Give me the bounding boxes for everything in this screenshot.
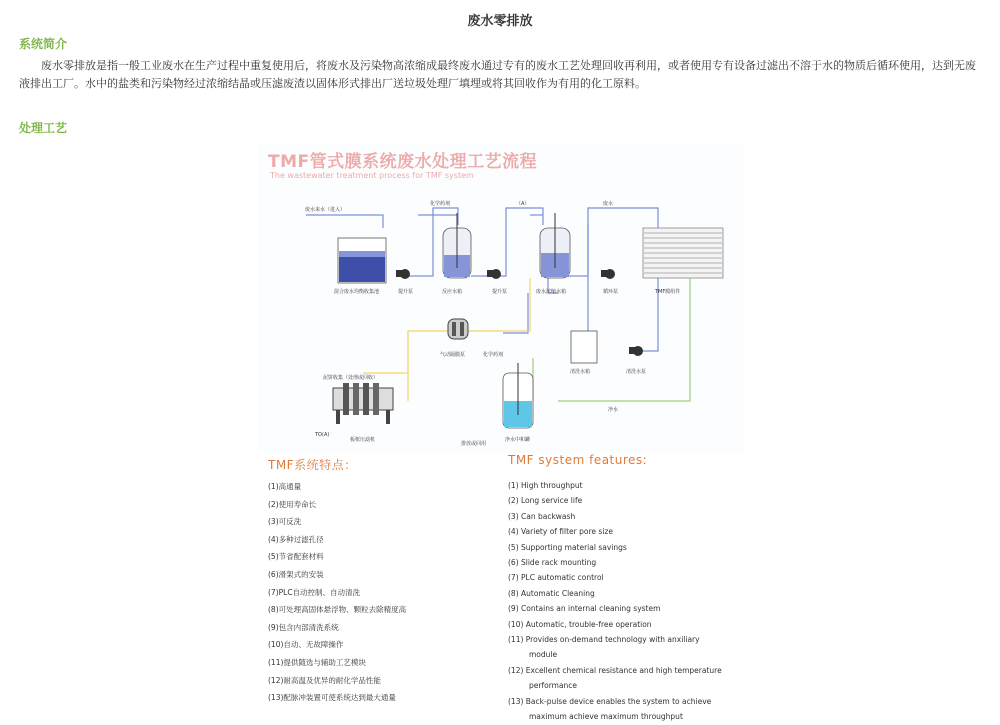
label-air-pump: 气动隔膜泵 — [440, 352, 466, 358]
label-neutral: 净水中和罐 — [505, 437, 531, 443]
list-item: (5) Supporting material savings — [508, 542, 627, 552]
list-item: (7)PLC自动控制、自动清洗 — [268, 587, 361, 597]
list-item: (1) High throughput — [508, 481, 583, 490]
label-tank2: 反应水箱 — [442, 289, 463, 295]
label-water-top: 废水 — [603, 201, 614, 207]
label-a-mark: （A） — [516, 201, 530, 207]
label-reuse: 排放或回用 — [461, 441, 487, 447]
list-item: (2) Long service life — [508, 496, 583, 506]
label-clean-pump: 清洗水泵 — [626, 369, 647, 375]
list-item: (9) Contains an internal cleaning system — [508, 604, 661, 614]
list-item: (12)耐高温及优异的耐化学品性能 — [268, 675, 381, 685]
list-item: (3) Can backwash — [508, 511, 576, 521]
page-title: 废水零排放 — [467, 14, 533, 29]
list-item: (9)包含内部清洗系统 — [268, 622, 339, 632]
list-item-continued — [508, 647, 740, 662]
list-item: (10) Automatic, trouble-free operation — [508, 619, 652, 629]
list-item: (7) PLC automatic control — [508, 573, 604, 583]
label-pump2: 提升泵 — [492, 289, 508, 295]
intro-heading: 系统简介 — [19, 37, 68, 51]
continuation-text: performance — [529, 681, 578, 691]
list-item: (6) Slide rack mounting — [508, 558, 597, 568]
tmf-module — [643, 228, 723, 278]
process-heading: 处理工艺 — [19, 121, 68, 135]
list-item: (1)高通量 — [268, 482, 302, 491]
label-filter-press: 板框压滤机 — [350, 437, 376, 443]
features-cn-heading: TMF系统特点： — [268, 458, 357, 472]
list-item: (8)可处理高固体悬浮物、颗粒去除精度高 — [268, 605, 407, 615]
label-chem1: 化学药剂 — [430, 201, 451, 207]
list-item-continued — [508, 709, 740, 724]
label-chem2: 化学药剂 — [483, 352, 504, 358]
intro-paragraph: 废水零排放是指一般工业废水在生产过程中重复使用后，将废水及污染物高浓缩成最终废水通过专有的废水工艺处理回收再利用，或者使用专有设备过滤出不溶于水的物质后循环使用，达到无废液排出工厂。水中的盐类和污染物经过浓缩结晶或压滤废渣以固体形式排出厂送垃圾处理厂填埋或将其回收作为有用的化工原料。 — [19, 59, 976, 90]
continuation-text: module — [529, 650, 558, 660]
label-tank1: 混合废水均衡收集池 — [334, 289, 380, 295]
list-item: (13) Back-pulse device enables the system to achieve — [508, 696, 712, 706]
label-inlet: 废水来水（进入） — [305, 207, 346, 213]
list-item: (11) Provides on-demand technology with anxiliary — [508, 635, 700, 645]
list-item: (13)配脉冲装置可使系统达到最大通量 — [268, 693, 396, 703]
process-figure — [258, 143, 744, 725]
list-item: (12) Excellent chemical resistance and high temperature — [508, 665, 722, 675]
process-flow-diagram — [258, 143, 744, 453]
label-to-a: TO(A) — [315, 432, 330, 438]
label-clean-water: 净水 — [608, 407, 619, 413]
list-item: (5)节省配套材料 — [268, 552, 324, 562]
label-pump3: 循环泵 — [603, 289, 619, 295]
list-item: (2)使用寿命长 — [268, 499, 317, 509]
label-tmf: TMF膜组件 — [655, 289, 681, 295]
list-item: (10)自动、无故障操作 — [268, 640, 344, 650]
features-cn-list — [268, 478, 498, 707]
features-en-list — [508, 478, 740, 725]
list-item: (3)可反洗 — [268, 517, 302, 527]
list-item: (4)多种过滤孔径 — [268, 534, 324, 544]
label-clean-tank: 清洗水箱 — [570, 369, 591, 375]
cleaning-tank — [571, 331, 597, 363]
list-item: (11)提供随选与辅助工艺模块 — [268, 657, 366, 667]
label-tank3: 废水浓缩水箱 — [536, 289, 567, 295]
label-pump1: 提升泵 — [398, 289, 414, 295]
list-item: (8) Automatic Cleaning — [508, 588, 595, 598]
features-en-heading: TMF system features: — [508, 453, 648, 467]
diaphragm-pump — [448, 319, 468, 339]
list-item: (6)滑架式的安装 — [268, 569, 324, 579]
list-item-continued — [508, 678, 740, 693]
continuation-text: maximum achieve maximum throughput — [529, 712, 683, 722]
collection-tank — [338, 238, 386, 283]
list-item: (4) Variety of filter pore size — [508, 527, 613, 537]
label-sludge: 泥饼收集（处理或回收） — [323, 375, 379, 381]
